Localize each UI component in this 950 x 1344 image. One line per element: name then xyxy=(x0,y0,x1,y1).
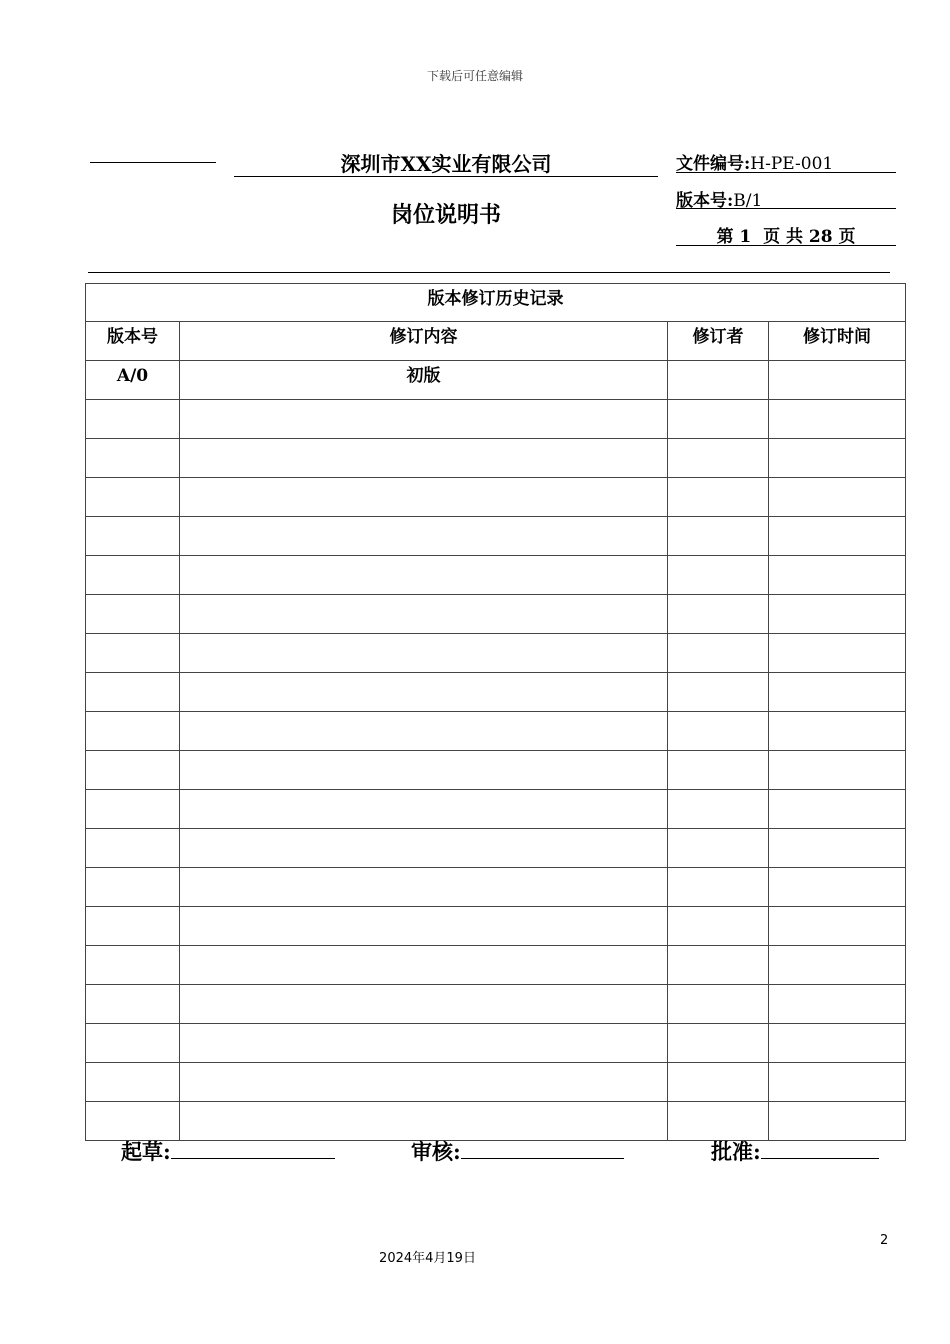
table-row xyxy=(86,361,906,400)
cell-reviser[interactable] xyxy=(668,556,769,595)
table-row xyxy=(86,946,906,985)
cell-time[interactable] xyxy=(769,985,906,1024)
cell-reviser[interactable] xyxy=(668,634,769,673)
review-signature-line[interactable] xyxy=(461,1136,624,1159)
cell-time[interactable] xyxy=(769,556,906,595)
approve-label: 批准: xyxy=(711,1139,761,1164)
table-row xyxy=(86,634,906,673)
cell-time[interactable] xyxy=(769,439,906,478)
cell-time[interactable] xyxy=(769,946,906,985)
column-header-reviser: 修订者 xyxy=(668,322,769,361)
review-signature xyxy=(411,1136,624,1166)
cell-version[interactable] xyxy=(86,751,180,790)
cell-version[interactable] xyxy=(86,868,180,907)
cell-content[interactable] xyxy=(180,1063,668,1102)
cell-time[interactable] xyxy=(769,673,906,712)
cell-time[interactable] xyxy=(769,400,906,439)
table-row xyxy=(86,517,906,556)
table-row xyxy=(86,595,906,634)
cell-content[interactable] xyxy=(180,400,668,439)
cell-content[interactable] xyxy=(180,439,668,478)
cell-content[interactable] xyxy=(180,595,668,634)
cell-reviser[interactable] xyxy=(668,868,769,907)
cell-time[interactable] xyxy=(769,751,906,790)
cell-version[interactable] xyxy=(86,712,180,751)
footer-date: 2024年4月19日 xyxy=(379,1251,476,1266)
cell-version[interactable] xyxy=(86,907,180,946)
cell-content[interactable] xyxy=(180,517,668,556)
cell-version[interactable]: A/0 xyxy=(86,361,180,400)
cell-reviser[interactable] xyxy=(668,400,769,439)
file-number-value: H-PE-001 xyxy=(750,154,834,174)
table-row xyxy=(86,907,906,946)
cell-content[interactable] xyxy=(180,868,668,907)
cell-reviser[interactable] xyxy=(668,751,769,790)
table-row xyxy=(86,556,906,595)
cell-version[interactable] xyxy=(86,1024,180,1063)
table-title-row xyxy=(86,284,906,322)
table-row xyxy=(86,712,906,751)
cell-version[interactable] xyxy=(86,634,180,673)
cell-version[interactable] xyxy=(86,829,180,868)
cell-time[interactable] xyxy=(769,790,906,829)
cell-reviser[interactable] xyxy=(668,1024,769,1063)
table-row xyxy=(86,1024,906,1063)
table-row xyxy=(86,1102,906,1141)
cell-content[interactable] xyxy=(180,712,668,751)
column-header-time: 修订时间 xyxy=(769,322,906,361)
cell-version[interactable] xyxy=(86,1102,180,1141)
cell-reviser[interactable] xyxy=(668,595,769,634)
draft-signature-line[interactable] xyxy=(171,1136,335,1159)
cell-version[interactable] xyxy=(86,400,180,439)
table-row xyxy=(86,478,906,517)
table-header-row xyxy=(86,322,906,361)
cell-time[interactable] xyxy=(769,829,906,868)
cell-time[interactable] xyxy=(769,712,906,751)
column-header-version: 版本号 xyxy=(86,322,180,361)
cell-reviser[interactable] xyxy=(668,829,769,868)
cell-version[interactable] xyxy=(86,673,180,712)
cell-reviser[interactable] xyxy=(668,361,769,400)
cell-content[interactable] xyxy=(180,634,668,673)
review-label: 审核: xyxy=(411,1139,461,1164)
cell-reviser[interactable] xyxy=(668,478,769,517)
cell-time[interactable] xyxy=(769,595,906,634)
cell-reviser[interactable] xyxy=(668,517,769,556)
cell-reviser[interactable] xyxy=(668,946,769,985)
cell-content[interactable] xyxy=(180,985,668,1024)
revision-history-table xyxy=(85,283,906,1141)
file-number xyxy=(676,149,833,174)
cell-content[interactable] xyxy=(180,829,668,868)
version-value: B/1 xyxy=(733,191,763,211)
cell-time[interactable] xyxy=(769,634,906,673)
cell-reviser[interactable] xyxy=(668,907,769,946)
cell-version[interactable] xyxy=(86,439,180,478)
table-row xyxy=(86,868,906,907)
header-left-rule xyxy=(90,162,216,163)
cell-version[interactable] xyxy=(86,1063,180,1102)
page-number: 2 xyxy=(880,1233,889,1248)
cell-version[interactable] xyxy=(86,946,180,985)
cell-content[interactable]: 初版 xyxy=(180,361,668,400)
cell-reviser[interactable] xyxy=(668,1063,769,1102)
header-bottom-rule xyxy=(88,272,890,273)
cell-content[interactable] xyxy=(180,946,668,985)
cell-time[interactable] xyxy=(769,1102,906,1141)
watermark-text: 下载后可任意编辑 xyxy=(426,69,523,83)
cell-time[interactable] xyxy=(769,907,906,946)
cell-version[interactable] xyxy=(86,556,180,595)
cell-content[interactable] xyxy=(180,673,668,712)
cell-time[interactable] xyxy=(769,1063,906,1102)
version-label: 版本号: xyxy=(676,191,734,211)
cell-time[interactable] xyxy=(769,1024,906,1063)
cell-version[interactable] xyxy=(86,595,180,634)
cell-time[interactable] xyxy=(769,868,906,907)
cell-reviser[interactable] xyxy=(668,712,769,751)
cell-time[interactable] xyxy=(769,517,906,556)
column-header-content: 修订内容 xyxy=(180,322,668,361)
cell-content[interactable] xyxy=(180,790,668,829)
cell-version[interactable] xyxy=(86,985,180,1024)
cell-reviser[interactable] xyxy=(668,1102,769,1141)
file-number-label: 文件编号: xyxy=(676,154,751,174)
cell-version[interactable] xyxy=(86,790,180,829)
table-row xyxy=(86,790,906,829)
version-number xyxy=(676,186,762,211)
table-row xyxy=(86,751,906,790)
table-row xyxy=(86,829,906,868)
cell-reviser[interactable] xyxy=(668,790,769,829)
page-info: 第 1 页 共 28 页 xyxy=(716,227,856,247)
cell-content[interactable] xyxy=(180,907,668,946)
table-row xyxy=(86,1063,906,1102)
cell-content[interactable] xyxy=(180,751,668,790)
cell-time[interactable] xyxy=(769,478,906,517)
table-row xyxy=(86,400,906,439)
table-row xyxy=(86,439,906,478)
cell-content[interactable] xyxy=(180,478,668,517)
cell-content[interactable] xyxy=(180,1102,668,1141)
draft-label: 起草: xyxy=(121,1139,171,1164)
cell-version[interactable] xyxy=(86,517,180,556)
cell-content[interactable] xyxy=(180,556,668,595)
cell-time[interactable] xyxy=(769,361,906,400)
approve-signature xyxy=(711,1136,879,1166)
document-title: 岗位说明书 xyxy=(390,202,501,228)
table-row xyxy=(86,673,906,712)
cell-version[interactable] xyxy=(86,478,180,517)
cell-content[interactable] xyxy=(180,1024,668,1063)
table-row xyxy=(86,985,906,1024)
company-name: 深圳市XX实业有限公司 xyxy=(340,152,552,176)
cell-reviser[interactable] xyxy=(668,439,769,478)
table-title: 版本修订历史记录 xyxy=(86,284,906,322)
cell-reviser[interactable] xyxy=(668,673,769,712)
cell-reviser[interactable] xyxy=(668,985,769,1024)
draft-signature xyxy=(121,1136,335,1166)
approve-signature-line[interactable] xyxy=(761,1136,879,1159)
